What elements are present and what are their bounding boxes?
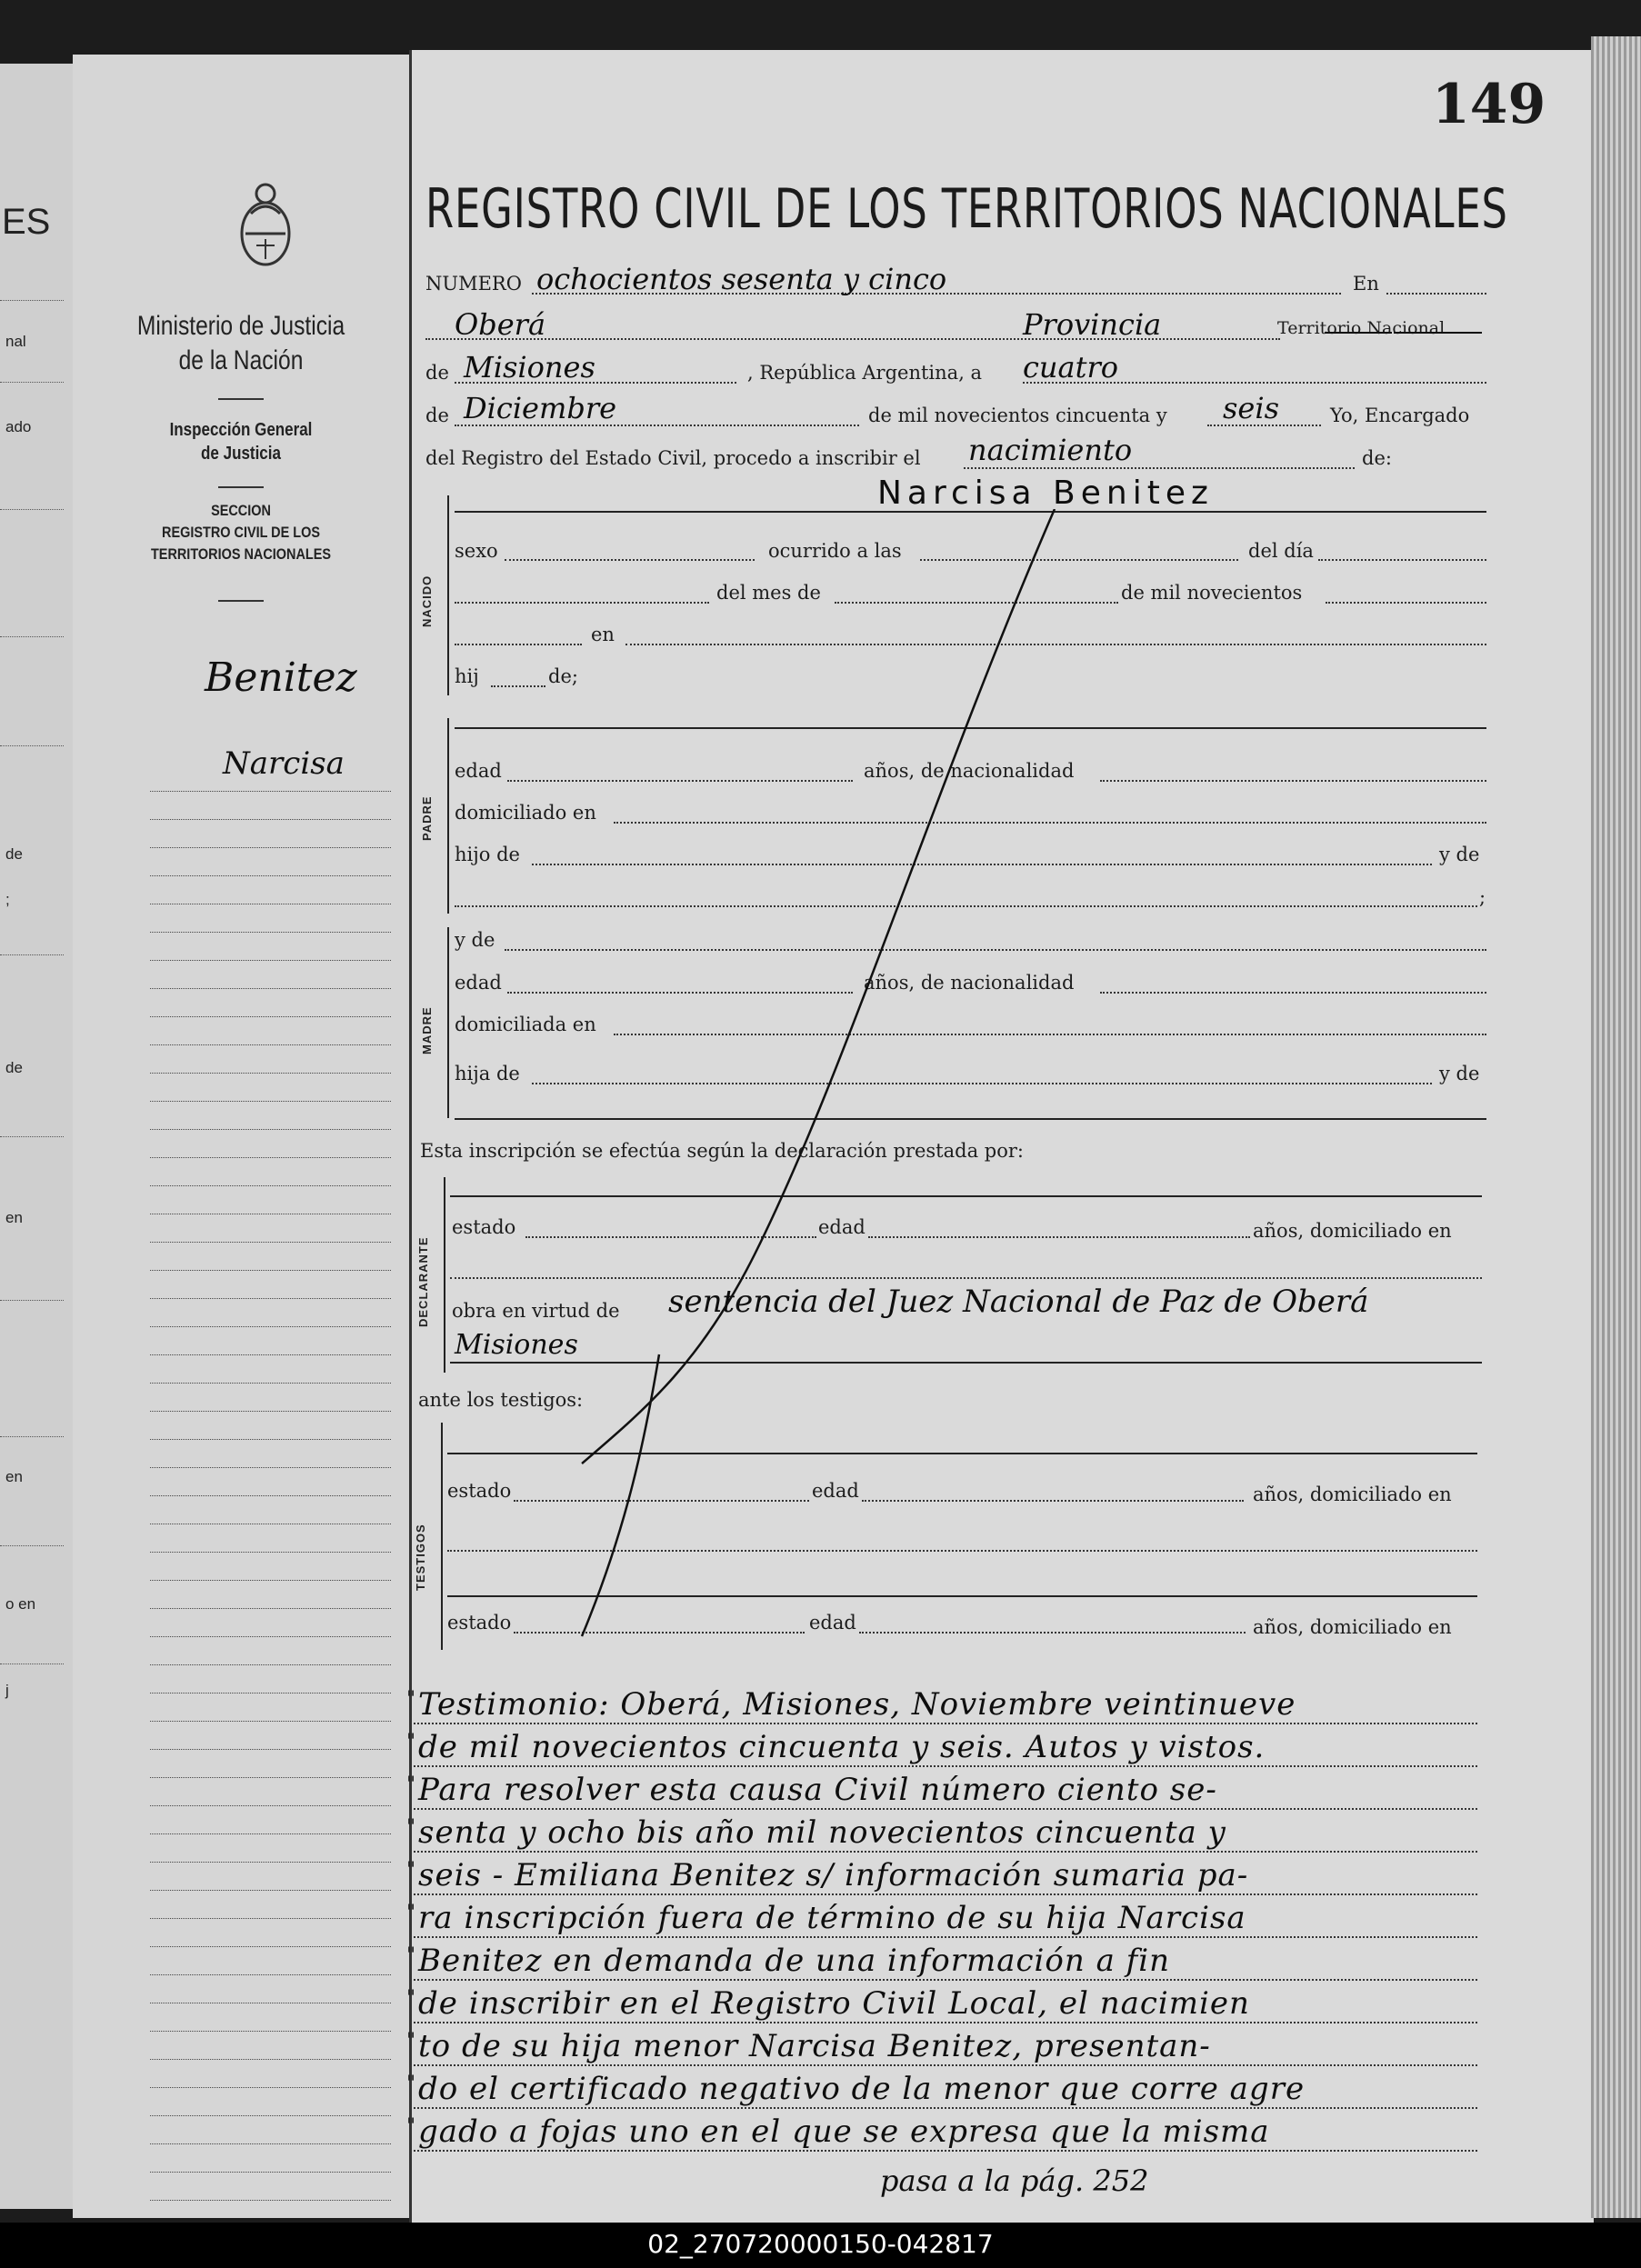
margin-rule	[150, 2059, 391, 2060]
republica-label: , República Argentina, a	[747, 362, 983, 384]
month-value: Diciembre	[464, 391, 617, 425]
padre-nac-line	[1100, 780, 1486, 782]
quote-mark: "	[406, 1773, 416, 1796]
testimonio-rule	[414, 1893, 1477, 1895]
padre-semicolon: ;	[1479, 886, 1486, 908]
testimonio-rule	[414, 1765, 1477, 1767]
margin-rule	[150, 1157, 391, 1158]
margin-rule	[150, 1326, 391, 1327]
margin-rule	[150, 1918, 391, 1919]
year-label: de mil novecientos cincuenta y	[868, 405, 1167, 426]
hij-line	[491, 685, 545, 687]
margin-rule	[150, 1890, 391, 1891]
nacido-section-label: NACIDO	[420, 574, 434, 627]
margin-rule	[150, 1636, 391, 1637]
testimonio-rule	[414, 1808, 1477, 1810]
margin-rule	[150, 1974, 391, 1975]
left-rule	[0, 300, 64, 301]
left-rule	[0, 1300, 64, 1301]
seccion-heading: SECCION REGISTRO CIVIL DE LOS TERRITORIOS NACIONALES	[150, 502, 332, 563]
testimonio-rule	[414, 2107, 1477, 2109]
margin-rule	[150, 1101, 391, 1102]
padre-nacionalidad-label: años, de nacionalidad	[864, 760, 1075, 782]
left-page-fragment: nal	[5, 333, 26, 350]
margin-rule	[150, 819, 391, 820]
month-de-label: de	[425, 405, 449, 426]
margin-rule	[150, 1693, 391, 1694]
margin-rule	[150, 1242, 391, 1243]
testigo2-edad-label: edad	[809, 1612, 856, 1634]
testimonio-rule	[414, 2064, 1477, 2066]
margin-rule	[150, 1749, 391, 1750]
en-label: En	[1353, 273, 1379, 295]
margin-rule	[150, 1073, 391, 1074]
quote-mark: "	[406, 1902, 416, 1924]
margin-rule	[150, 2115, 391, 2116]
margin-rule	[150, 1495, 391, 1496]
hij-de-label: de;	[548, 665, 578, 687]
cancellation-stroke	[545, 509, 1091, 1645]
declarante-bracket	[444, 1177, 445, 1373]
margin-rule	[150, 1354, 391, 1355]
testigos-section-label: TESTIGOS	[414, 1524, 427, 1591]
left-page-fragment: ado	[5, 418, 32, 435]
left-page-fragment: ES	[2, 202, 51, 242]
testigo1-anos-label: años, domiciliado en	[1253, 1484, 1452, 1505]
left-rule	[0, 954, 64, 955]
testimonio-line: Benitez en demanda de una información a fin	[418, 1943, 1171, 1979]
margin-rule	[150, 1270, 391, 1271]
margin-rule	[150, 988, 391, 989]
left-page-fragment: ;	[5, 891, 10, 908]
madre-y-de-end-label: y de	[1439, 1063, 1480, 1084]
ocurrido-label: ocurrido a las	[768, 540, 902, 562]
quote-mark: "	[406, 1731, 416, 1753]
de-label: de	[425, 362, 449, 384]
margin-rule	[150, 1129, 391, 1130]
margin-rule	[150, 2200, 391, 2201]
obra-label: obra en virtud de	[452, 1300, 620, 1322]
testimonio-rule	[414, 1723, 1477, 1724]
testigo2-anos-label: años, domiciliado en	[1253, 1616, 1452, 1638]
quote-mark: "	[406, 1688, 416, 1711]
margin-rule	[150, 847, 391, 848]
mil-label: de mil novecientos	[1121, 582, 1303, 604]
quote-mark: "	[406, 2030, 416, 2053]
margin-rule	[150, 1439, 391, 1440]
padre-y-de-label: y de	[1439, 844, 1480, 865]
left-rule	[0, 509, 64, 510]
testimonio-rule	[414, 1979, 1477, 1981]
margin-divider	[218, 398, 264, 400]
left-page-fragment: de	[5, 845, 23, 863]
declaracion-label: Esta inscripción se efectúa según la declaración prestada por:	[420, 1140, 1024, 1162]
madre-nacionalidad-label: años, de nacionalidad	[864, 972, 1075, 994]
testimonio-rule	[414, 2150, 1477, 2152]
left-rule	[0, 1436, 64, 1437]
left-rule	[0, 636, 64, 637]
margin-surname: Benitez	[205, 654, 357, 701]
margin-rule	[150, 1185, 391, 1186]
testimonio-line: gado a fojas uno en el que se expresa que la misma	[418, 2113, 1270, 2150]
registro-label: del Registro del Estado Civil, procedo a inscribir el	[425, 447, 921, 469]
testigos-label: ante los testigos:	[418, 1389, 584, 1411]
margin-column	[73, 55, 409, 2218]
margin-rule	[150, 1383, 391, 1384]
testimonio-rule	[414, 2022, 1477, 2023]
act-value: nacimiento	[968, 433, 1133, 467]
testimonio-rule	[414, 1936, 1477, 1938]
testimonio-line: Testimonio: Oberá, Misiones, Noviembre veintinueve	[418, 1686, 1296, 1723]
margin-rule	[150, 2087, 391, 2088]
nacido-bracket	[447, 495, 449, 695]
margin-rule	[150, 1805, 391, 1806]
margin-given-name: Narcisa	[223, 745, 345, 782]
margin-rule	[150, 1862, 391, 1863]
margin-rule	[150, 1664, 391, 1665]
margin-rule	[150, 2172, 391, 2173]
left-page-fragment: j	[5, 1682, 9, 1699]
declarante-anos-label: años, domiciliado en	[1253, 1220, 1452, 1242]
testimonio-line: to de su hija menor Narcisa Benitez, presentan-	[418, 2028, 1211, 2064]
hij-label: hij	[455, 665, 479, 687]
footer-id: 02_270720000150-042817	[647, 2229, 994, 2259]
registrant-name: Narcisa Benitez	[877, 475, 1214, 512]
margin-rule	[150, 1044, 391, 1045]
obra-value: sentencia del Juez Nacional de Paz de Oberá	[668, 1284, 1369, 1320]
quote-mark: "	[406, 1944, 416, 1967]
obra-value-2: Misiones	[455, 1329, 578, 1361]
coat-of-arms-icon	[238, 177, 293, 277]
en-line	[1386, 293, 1486, 295]
quote-mark: "	[406, 1859, 416, 1882]
testimonio-line: senta y ocho bis año mil novecientos cincuenta y	[418, 1814, 1226, 1851]
testimonio-line: do el certificado negativo de la menor que corre agre	[418, 2071, 1306, 2107]
margin-rule	[150, 1298, 391, 1299]
place-value: Oberá	[455, 307, 546, 342]
testigos-bracket	[441, 1423, 443, 1650]
del-mes-label: del mes de	[716, 582, 821, 604]
quote-mark: "	[406, 1816, 416, 1839]
madre-domicilio-label: domiciliada en	[455, 1014, 596, 1035]
margin-rule	[150, 1608, 391, 1609]
margin-rule	[150, 1467, 391, 1468]
quote-mark: "	[406, 1987, 416, 2010]
margin-rule	[150, 960, 391, 961]
act-line	[964, 467, 1355, 469]
margin-rule	[150, 1580, 391, 1581]
madre-bracket	[447, 927, 449, 1118]
left-rule	[0, 1136, 64, 1137]
del-dia-label: del día	[1248, 540, 1314, 562]
testimonio-rule	[414, 1851, 1477, 1853]
margin-rule	[150, 791, 391, 792]
anio-line	[1326, 602, 1486, 604]
territory-value: Misiones	[464, 350, 595, 385]
testimonio-line: seis - Emiliana Benitez s/ información sumaria pa-	[418, 1857, 1249, 1893]
left-page-fragment: o en	[5, 1595, 36, 1613]
madre-y-de-label: y de	[455, 929, 495, 951]
nacido-en-label: en	[591, 624, 615, 645]
declarante-section-label: DECLARANTE	[416, 1236, 430, 1327]
padre-domicilio-label: domiciliado en	[455, 802, 596, 824]
testimonio-line: de inscribir en el Registro Civil Local, el nacimien	[418, 1985, 1250, 2022]
left-page-fragment: en	[5, 1209, 23, 1226]
declarante-edad-label: edad	[818, 1216, 866, 1238]
page-number: 149	[1432, 73, 1546, 136]
padre-edad-label: edad	[455, 760, 502, 782]
yo-label: Yo, Encargado	[1330, 405, 1470, 426]
inspeccion-heading: Inspección General de Justicia	[169, 420, 313, 464]
margin-rule	[150, 2031, 391, 2032]
sexo-label: sexo	[455, 540, 498, 562]
left-rule	[0, 1545, 64, 1546]
year-value: seis	[1223, 391, 1280, 425]
declarante-estado-label: estado	[452, 1216, 516, 1238]
page-title: REGISTRO CIVIL DE LOS TERRITORIOS NACIONALES	[425, 177, 1508, 241]
margin-rule	[150, 2143, 391, 2144]
margin-divider	[218, 600, 264, 602]
testigo2-estado-label: estado	[447, 1612, 512, 1634]
madre-hija-label: hija de	[455, 1063, 520, 1084]
day-value: cuatro	[1023, 350, 1119, 385]
madre-edad-label: edad	[455, 972, 502, 994]
numero-value: ochocientos sesenta y cinco	[536, 262, 947, 296]
numero-label: NUMERO	[425, 273, 522, 295]
dia-line	[1318, 559, 1486, 561]
testimonio-line: de mil novecientos cincuenta y seis. Autos y vistos.	[418, 1729, 1266, 1765]
ministry-heading: Ministerio de Justicia de la Nación	[136, 311, 345, 375]
margin-rule	[150, 875, 391, 876]
margin-divider	[218, 486, 264, 488]
margin-rule	[150, 1721, 391, 1722]
margin-rule	[150, 1016, 391, 1017]
page-edges	[1591, 36, 1641, 2218]
margin-rule	[150, 1552, 391, 1553]
madre-nac-line	[1100, 992, 1486, 994]
quote-mark: "	[406, 2115, 416, 2138]
testigo1-edad-label: edad	[812, 1480, 859, 1502]
madre-section-label: MADRE	[420, 1006, 434, 1054]
padre-section-label: PADRE	[420, 795, 434, 841]
testimonio-line: ra inscripción fuera de término de su hija Narcisa	[418, 1900, 1246, 1936]
quote-mark: "	[406, 2073, 416, 2095]
margin-rule	[150, 1777, 391, 1778]
left-page-fragment: en	[5, 1468, 23, 1485]
strikethrough	[1277, 324, 1496, 342]
left-rule	[0, 382, 64, 383]
margin-rule	[150, 932, 391, 933]
testigo1-estado-label: estado	[447, 1480, 512, 1502]
margin-rule	[150, 1833, 391, 1834]
margin-rule	[150, 1946, 391, 1947]
testimonio-line: Para resolver esta causa Civil número ciento se-	[418, 1772, 1217, 1808]
de-colon-label: de:	[1362, 447, 1392, 469]
padre-hijo-label: hijo de	[455, 844, 520, 865]
padre-bracket	[447, 718, 449, 914]
territorio-label: Territorio Nacional	[1277, 318, 1446, 338]
continuation-note: pasa a la pág. 252	[880, 2163, 1149, 2198]
left-page-fragment: de	[5, 1059, 23, 1076]
margin-rule	[150, 1411, 391, 1412]
left-rule	[0, 745, 64, 746]
provincia-value: Provincia	[1023, 307, 1162, 342]
